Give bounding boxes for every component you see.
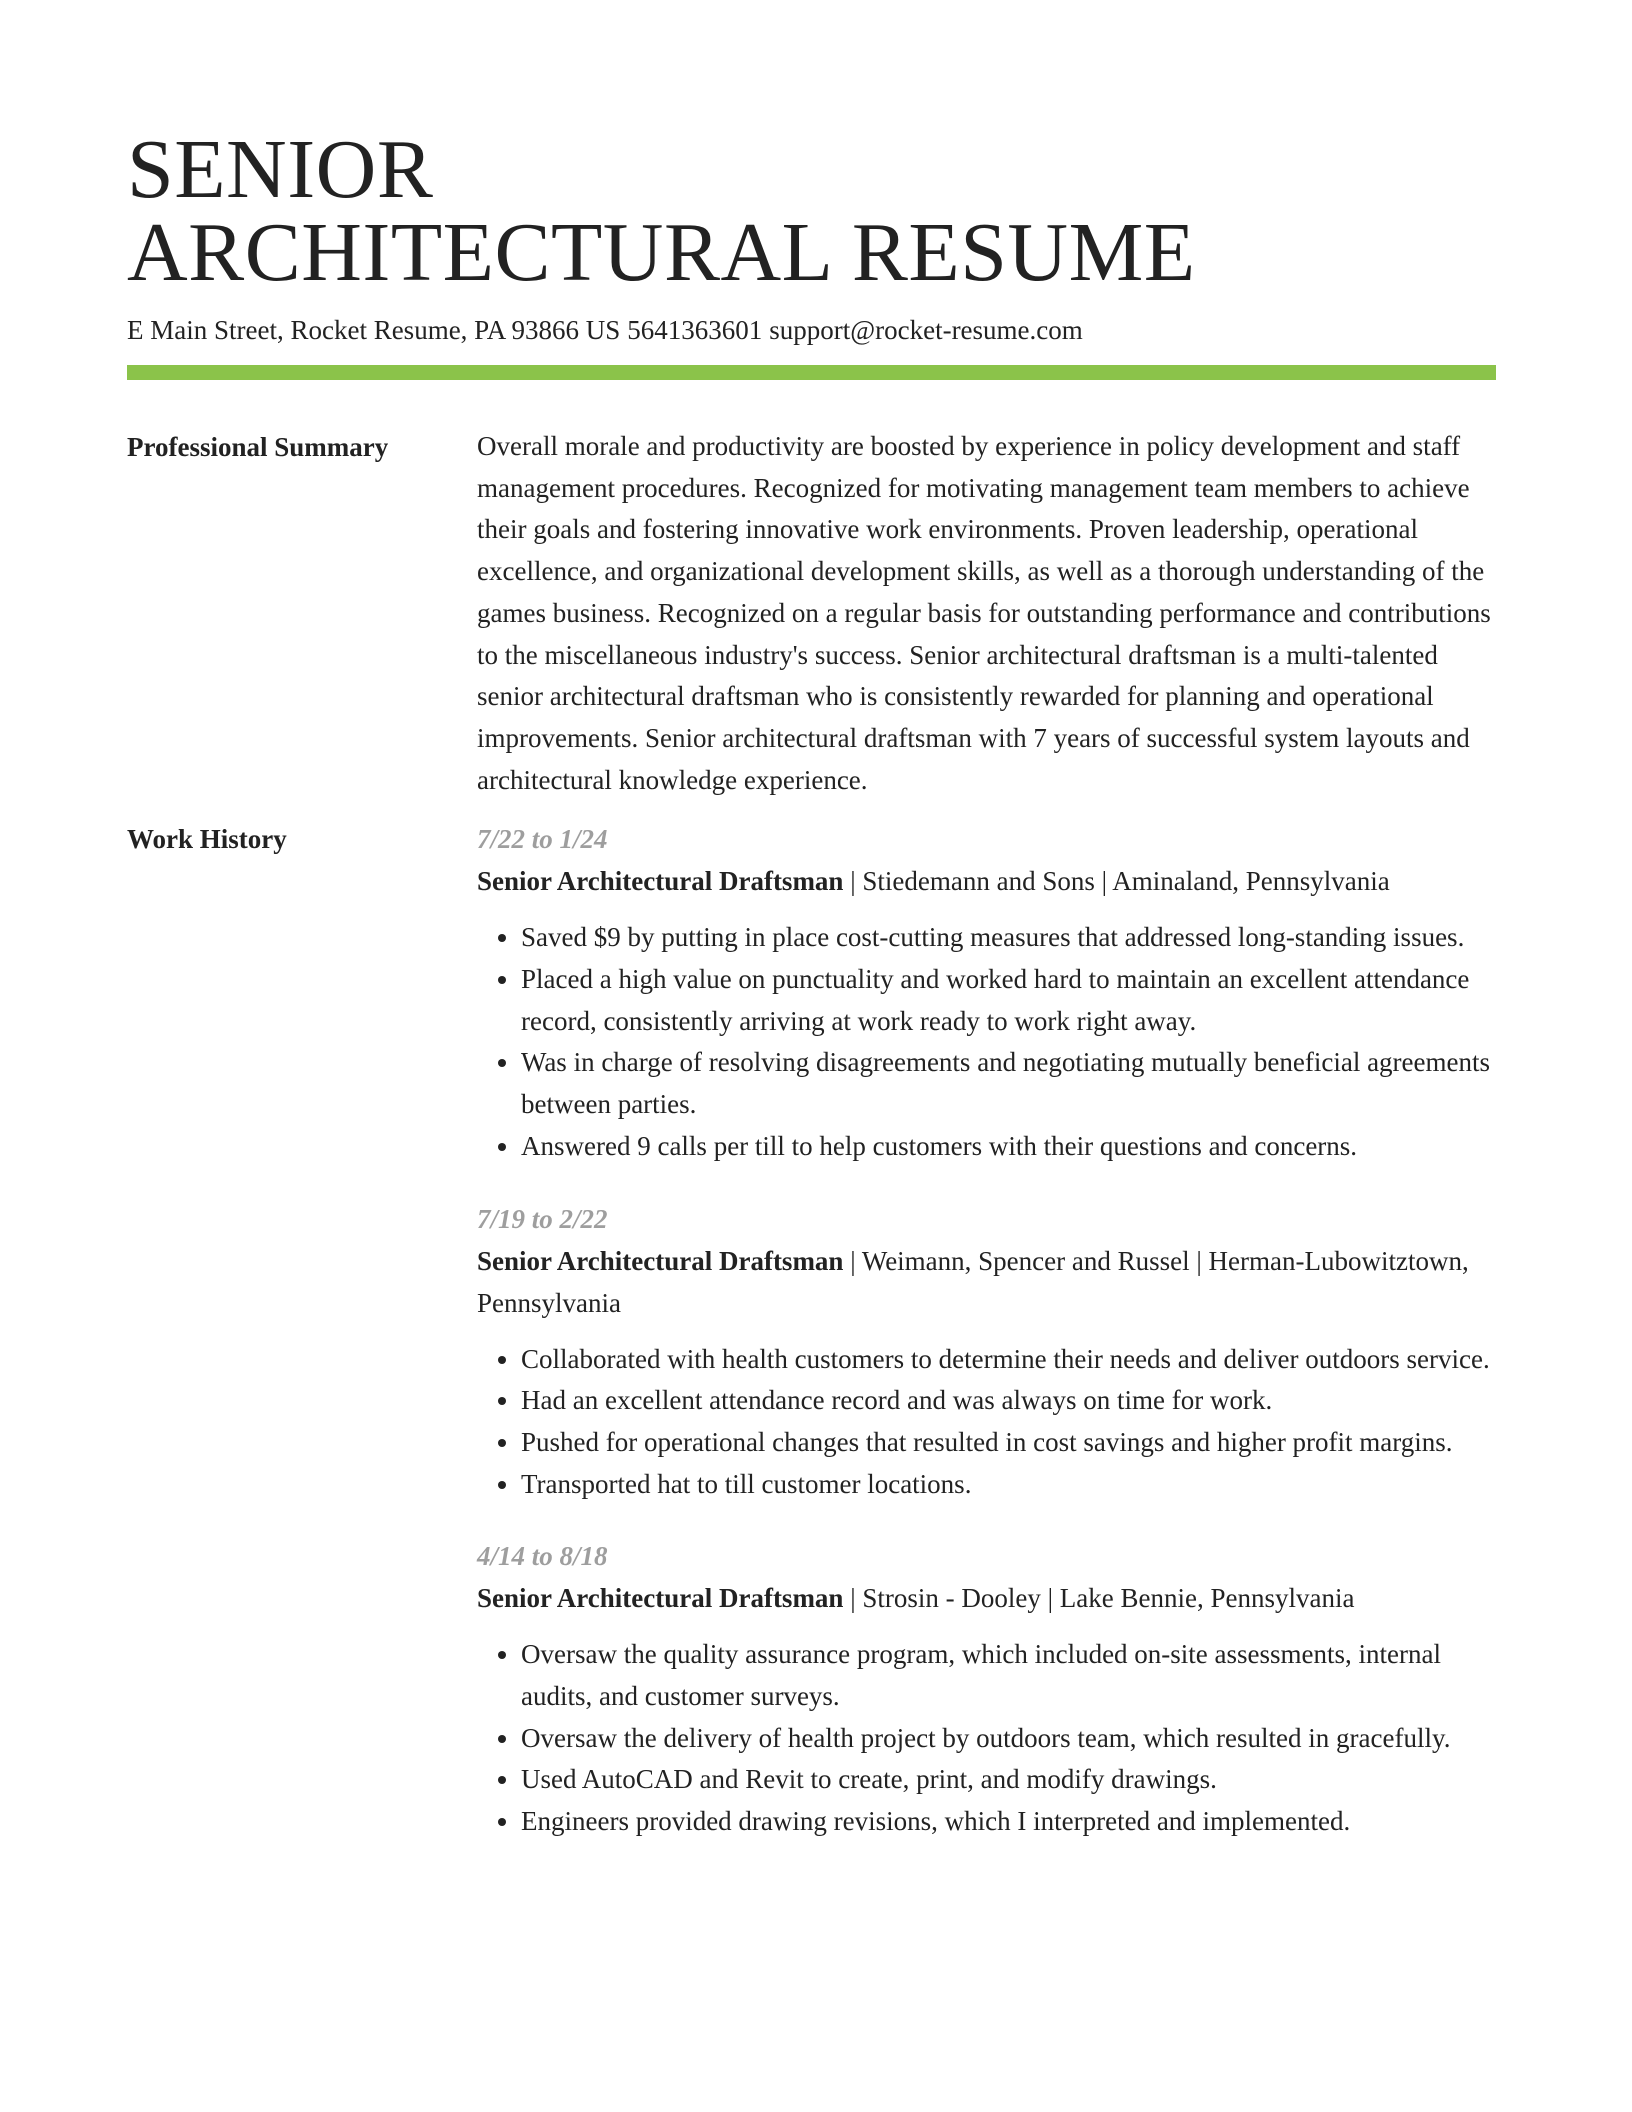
job-dates: 7/19 to 2/22: [477, 1203, 608, 1234]
job-entry: [477, 1535, 1496, 1843]
job-dates: 4/14 to 8/18: [477, 1541, 608, 1572]
job-dates: 7/22 to 1/24: [477, 824, 608, 855]
job-title: Senior Architectural Draftsman: [477, 866, 844, 897]
resume-title-line-2: ARCHITECTURAL RESUME: [127, 206, 1196, 299]
resume-header: [127, 123, 1496, 380]
job-bullet: • Collaborated with health customers to determine their needs and deliver outdoors service.: [521, 1339, 1496, 1381]
job-title: Senior Architectural Draftsman: [477, 1583, 844, 1614]
job-company-location: | Stiedemann and Sons | Aminaland, Pennsylvania: [843, 866, 1390, 897]
job-bullet: • Pushed for operational changes that resulted in cost savings and higher profit margins.: [521, 1422, 1496, 1464]
contact-email: support@rocket-resume.com: [769, 315, 1083, 345]
work-history-section: [127, 818, 1496, 1843]
section-label-summary: Professional Summary: [127, 432, 389, 462]
job-heading: [477, 1577, 1496, 1619]
job-bullets: [477, 1339, 1496, 1506]
job-bullet: • Placed a high value on punctuality and worked hard to maintain an excellent attendance record, consistently arriving at work ready to work right away.: [521, 959, 1496, 1042]
header-divider: [127, 365, 1496, 380]
job-bullet: • Oversaw the delivery of health project by outdoors team, which resulted in gracefully.: [521, 1718, 1496, 1760]
job-bullet: • Oversaw the quality assurance program, which included on-site assessments, internal audits, and customer surveys.: [521, 1634, 1496, 1717]
job-bullet: • Used AutoCAD and Revit to create, print, and modify drawings.: [521, 1759, 1496, 1801]
work-history-list: [477, 818, 1496, 1843]
job-heading: [477, 860, 1496, 902]
resume-page: [127, 123, 1496, 1843]
job-bullet: • Engineers provided drawing revisions, which I interpreted and implemented.: [521, 1801, 1496, 1843]
professional-summary-section: [127, 426, 1496, 801]
job-bullet: • Answered 9 calls per till to help customers with their questions and concerns.: [521, 1126, 1496, 1168]
job-entry: [477, 818, 1496, 1167]
job-company-location: | Weimann, Spencer and Russel | Herman-Lubowitztown, Pennsylvania: [477, 1245, 1469, 1318]
job-company-location: | Strosin - Dooley | Lake Bennie, Pennsylvania: [843, 1583, 1355, 1614]
summary-text: Overall morale and productivity are boosted by experience in policy development and staff management procedures. Recognized for motivating management team members to achieve their goals and fostering innovative work environments. Proven leadership, operational excellence, and organizational development skills, as well as a thorough understanding of the games business. Recognized on a regular basis for outstanding performance and contributions to the miscellaneous industry's success. Senior architectural draftsman is a multi-talented senior architectural draftsman who is consistently rewarded for planning and operational improvements. Senior architectural draftsman with 7 years of successful system layouts and architectural knowledge experience.: [477, 431, 1491, 795]
contact-address: E Main Street, Rocket Resume, PA 93866 US: [127, 315, 621, 345]
job-bullet: • Saved $9 by putting in place cost-cutting measures that addressed long-standing issues.: [521, 917, 1496, 959]
section-label-work: Work History: [127, 824, 287, 855]
contact-phone: 5641363601: [627, 315, 763, 345]
job-heading: [477, 1240, 1496, 1324]
job-entry: [477, 1198, 1496, 1506]
job-title: Senior Architectural Draftsman: [477, 1245, 844, 1276]
contact-line: [127, 313, 1496, 347]
job-bullets: [477, 917, 1496, 1167]
job-bullet: • Had an excellent attendance record and was always on time for work.: [521, 1380, 1496, 1422]
job-bullets: [477, 1634, 1496, 1843]
job-bullet: • Transported hat to till customer locations.: [521, 1464, 1496, 1506]
resume-title-line-1: SENIOR: [127, 123, 434, 216]
job-bullet: • Was in charge of resolving disagreements and negotiating mutually beneficial agreements between parties.: [521, 1042, 1496, 1125]
